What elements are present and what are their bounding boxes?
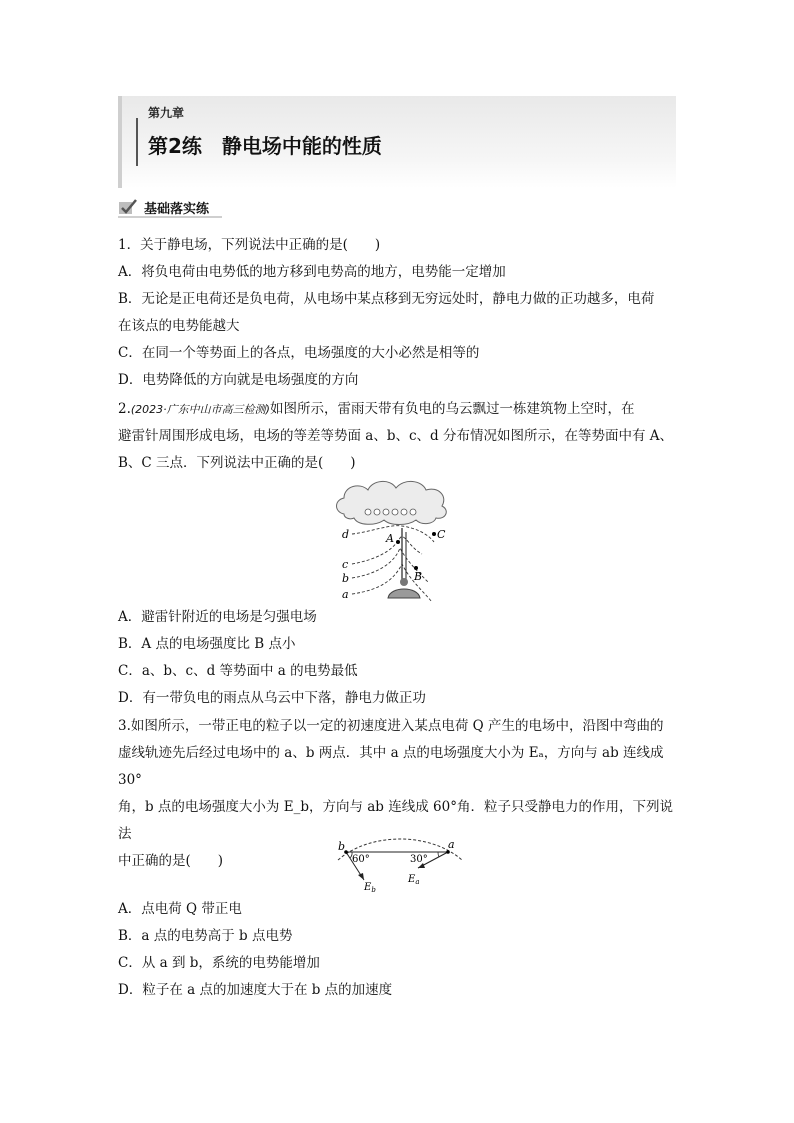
section-underline (118, 216, 222, 218)
chapter-header (118, 96, 676, 188)
q1-option-b-line1: B．无论是正电荷还是负电荷，从电场中某点移到无穷远处时，静电力做的正功越多，电荷 (118, 291, 655, 307)
header-divider (136, 118, 138, 166)
label-point-a: A (386, 532, 394, 545)
question-1 (118, 232, 678, 394)
q3-line1: 3.如图所示，一带正电的粒子以一定的初速度进入某点电荷 Q 产生的电场中，沿图中弯曲的 (118, 718, 664, 734)
building-dome (388, 589, 420, 598)
label-point-c: C (437, 528, 446, 541)
section-label: 基础落实练 (144, 201, 210, 217)
label-a: a (448, 838, 455, 851)
q1-option-d: D．电势降低的方向就是电场强度的方向 (118, 372, 359, 388)
q3-option-a: A．点电荷 Q 带正电 (118, 901, 242, 917)
q2-number: 2. (118, 401, 131, 417)
q3-line4: 中正确的是( ) (118, 853, 224, 869)
rod-base (400, 578, 408, 586)
point-c-dot (432, 532, 436, 536)
chapter-label: 第九章 (148, 106, 185, 120)
q2-option-a: A．避雷针附近的电场是匀强电场 (118, 609, 317, 625)
q2-line2: 避雷针周围形成电场，电场的等差等势面 a、b、c、d 分布情况如图所示，在等势面中有 A、 (118, 428, 674, 444)
label-d: d (342, 528, 350, 541)
q3-option-c: C．从 a 到 b，系统的电势能增加 (118, 955, 320, 971)
q2-line3: B、C 三点．下列说法中正确的是( ) (118, 455, 356, 471)
checkbox-icon (118, 198, 138, 216)
q2-line1-text: 如图所示，雷雨天带有负电的乌云飘过一栋建筑物上空时，在 (269, 401, 635, 417)
q3-figure-trajectory (330, 834, 470, 894)
label-a: a (342, 588, 349, 601)
label-point-b: B (414, 570, 423, 583)
q3-line3: 角，b 点的电场强度大小为 E_b，方向与 ab 连线成 60°角．粒子只受静电力的作用，下列说法 (118, 799, 673, 842)
q1-option-a: A．将负电荷由电势低的地方移到电势高的地方，电势能一定增加 (118, 264, 506, 280)
q2-figure-lightning-rod (330, 476, 460, 606)
point-a-dot (396, 540, 400, 544)
question-2-options (118, 604, 678, 712)
field-label-ea: $E_a$ (408, 874, 420, 886)
header-accent-bar (118, 96, 122, 188)
label-b: b (338, 840, 346, 853)
q2-source: (2023·广东中山市高三检测) (130, 403, 270, 416)
q2-option-b: B．A 点的电场强度比 B 点小 (118, 636, 296, 652)
label-c: c (342, 558, 349, 571)
q2-option-c: C．a、b、c、d 等势面中 a 的电势最低 (118, 663, 358, 679)
arrowhead-b (358, 873, 364, 880)
q3-option-b: B．a 点的电势高于 b 点电势 (118, 928, 293, 944)
section-heading (118, 196, 209, 218)
label-b: b (342, 572, 350, 585)
q1-stem: 1．关于静电场，下列说法中正确的是( ) (118, 237, 381, 253)
question-3-options (118, 896, 678, 1004)
field-label-eb: $E_b$ (364, 882, 376, 894)
q3-line2: 虚线轨迹先后经过电场中的 a、b 两点．其中 a 点的电场强度大小为 Eₐ，方向与 ab 连线成 30° (118, 745, 664, 788)
q3-option-d: D．粒子在 a 点的加速度大于在 b 点的加速度 (118, 982, 393, 998)
angle-label-30: 30° (410, 854, 428, 865)
angle-arc-a (438, 852, 439, 857)
q1-option-c: C．在同一个等势面上的各点，电场强度的大小必然是相等的 (118, 345, 480, 361)
cloud-icon (337, 481, 447, 524)
angle-label-60: 60° (352, 854, 370, 865)
q2-line1 (118, 396, 678, 423)
q2-option-d: D．有一带负电的雨点从乌云中下落，静电力做正功 (118, 690, 426, 706)
q1-option-b-line2: 在该点的电势能越大 (118, 318, 240, 334)
question-2 (118, 396, 678, 477)
page-title: 第2练 静电场中能的性质 (148, 134, 382, 158)
